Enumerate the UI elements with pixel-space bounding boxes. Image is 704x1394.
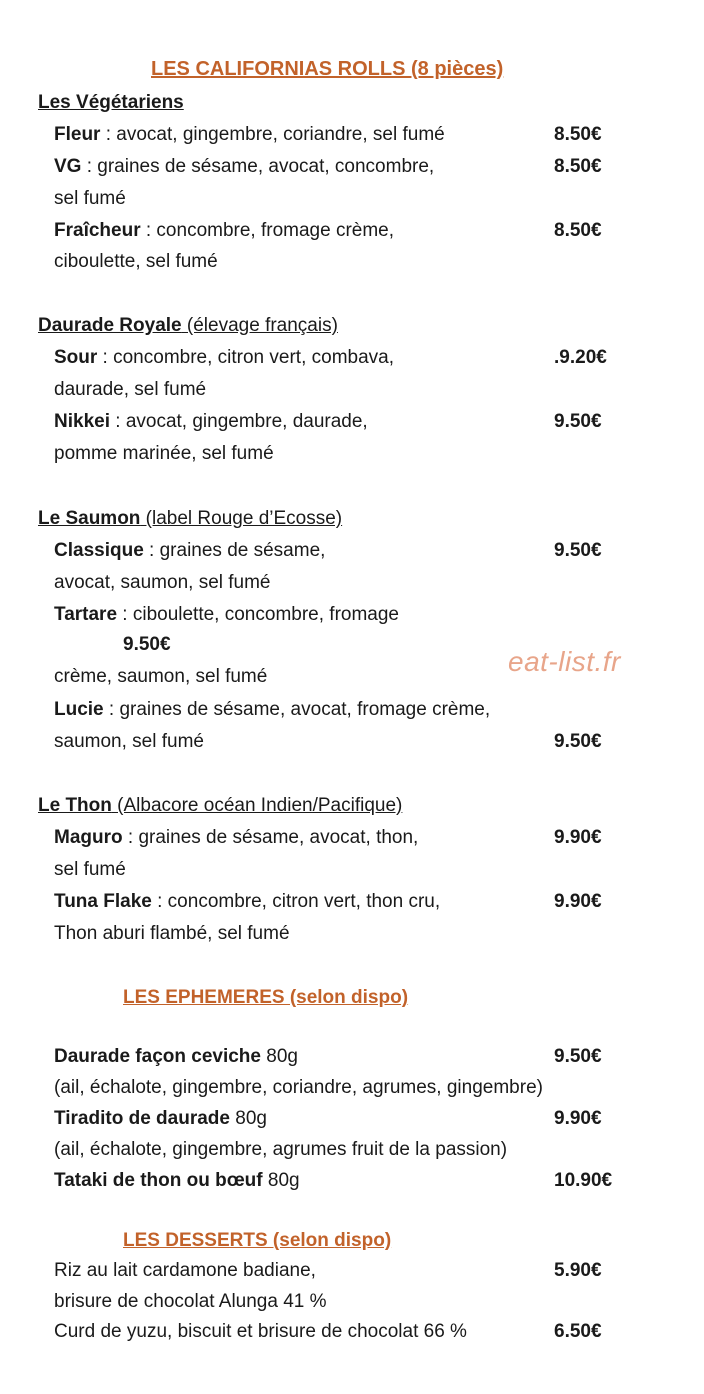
menu-item-maguro-desc: sel fumé — [54, 859, 126, 880]
menu-item-tiradito: Tiradito de daurade 80g — [54, 1108, 267, 1129]
menu-item-vg: VG : graines de sésame, avocat, concombre, — [54, 156, 435, 177]
menu-item-ceviche: Daurade façon ceviche 80g — [54, 1046, 298, 1067]
menu-item-ceviche-desc: (ail, échalote, gingembre, coriandre, agrumes, gingembre) — [54, 1077, 543, 1098]
menu-item-lucie-desc: saumon, sel fumé — [54, 731, 204, 752]
watermark: eat-list.fr — [508, 646, 621, 677]
price-curd-yuzu: 6.50€ — [554, 1321, 602, 1342]
menu-item-riz-au-lait: Riz au lait cardamone badiane, — [54, 1260, 316, 1281]
menu-item-curd-yuzu: Curd de yuzu, biscuit et brisure de chocolat 66 % — [54, 1321, 467, 1342]
menu-item-maguro: Maguro : graines de sésame, avocat, thon, — [54, 827, 419, 848]
menu-item-tuna-flake-desc: Thon aburi flambé, sel fumé — [54, 923, 290, 944]
price-maguro: 9.90€ — [554, 827, 602, 848]
section-title-ephemeres: LES EPHEMERES (selon dispo) — [123, 987, 409, 1008]
menu-item-nikkei: Nikkei : avocat, gingembre, daurade, — [54, 411, 368, 432]
price-fraicheur: 8.50€ — [554, 220, 602, 241]
price-vg: 8.50€ — [554, 156, 602, 177]
price-sour: .9.20€ — [554, 347, 607, 368]
price-fleur: 8.50€ — [554, 124, 602, 145]
menu-item-vg-desc: sel fumé — [54, 188, 126, 209]
section-title-thon: Le Thon (Albacore océan Indien/Pacifique) — [38, 795, 403, 816]
menu-item-riz-au-lait-desc: brisure de chocolat Alunga 41 % — [54, 1291, 327, 1312]
menu-item-tataki: Tataki de thon ou bœuf 80g — [54, 1170, 300, 1191]
menu-item-fraicheur-desc: ciboulette, sel fumé — [54, 251, 218, 272]
page-title: LES CALIFORNIAS ROLLS (8 pièces) — [151, 58, 504, 80]
section-title-daurade: Daurade Royale (élevage français) — [38, 315, 338, 336]
section-title-vegetariens: Les Végétariens — [38, 92, 184, 113]
menu-item-tuna-flake: Tuna Flake : concombre, citron vert, thon cru, — [54, 891, 441, 912]
menu-item-tiradito-desc: (ail, échalote, gingembre, agrumes fruit de la passion) — [54, 1139, 508, 1160]
section-title-saumon: Le Saumon (label Rouge d’Ecosse) — [38, 508, 343, 529]
price-lucie: 9.50€ — [554, 731, 602, 752]
price-tiradito: 9.90€ — [554, 1108, 602, 1129]
price-nikkei: 9.50€ — [554, 411, 602, 432]
menu-item-lucie: Lucie : graines de sésame, avocat, fromage crème, — [54, 699, 491, 720]
menu-item-classique: Classique : graines de sésame, — [54, 540, 326, 561]
price-riz-au-lait: 5.90€ — [554, 1260, 602, 1281]
menu-item-fleur: Fleur : avocat, gingembre, coriandre, sel fumé — [54, 124, 445, 145]
price-tartare: 9.50€ — [123, 634, 171, 655]
price-tuna-flake: 9.90€ — [554, 891, 602, 912]
menu-item-nikkei-desc: pomme marinée, sel fumé — [54, 443, 274, 464]
price-ceviche: 9.50€ — [554, 1046, 602, 1067]
price-tataki: 10.90€ — [554, 1170, 613, 1191]
price-classique: 9.50€ — [554, 540, 602, 561]
menu-item-tartare-desc: crème, saumon, sel fumé — [54, 666, 268, 687]
menu-item-sour: Sour : concombre, citron vert, combava, — [54, 347, 395, 368]
section-title-desserts: LES DESSERTS (selon dispo) — [123, 1230, 392, 1251]
menu-item-fraicheur: Fraîcheur : concombre, fromage crème, — [54, 220, 395, 241]
menu-item-tartare: Tartare : ciboulette, concombre, fromage — [54, 604, 399, 625]
menu-item-sour-desc: daurade, sel fumé — [54, 379, 207, 400]
menu-item-classique-desc: avocat, saumon, sel fumé — [54, 572, 271, 593]
